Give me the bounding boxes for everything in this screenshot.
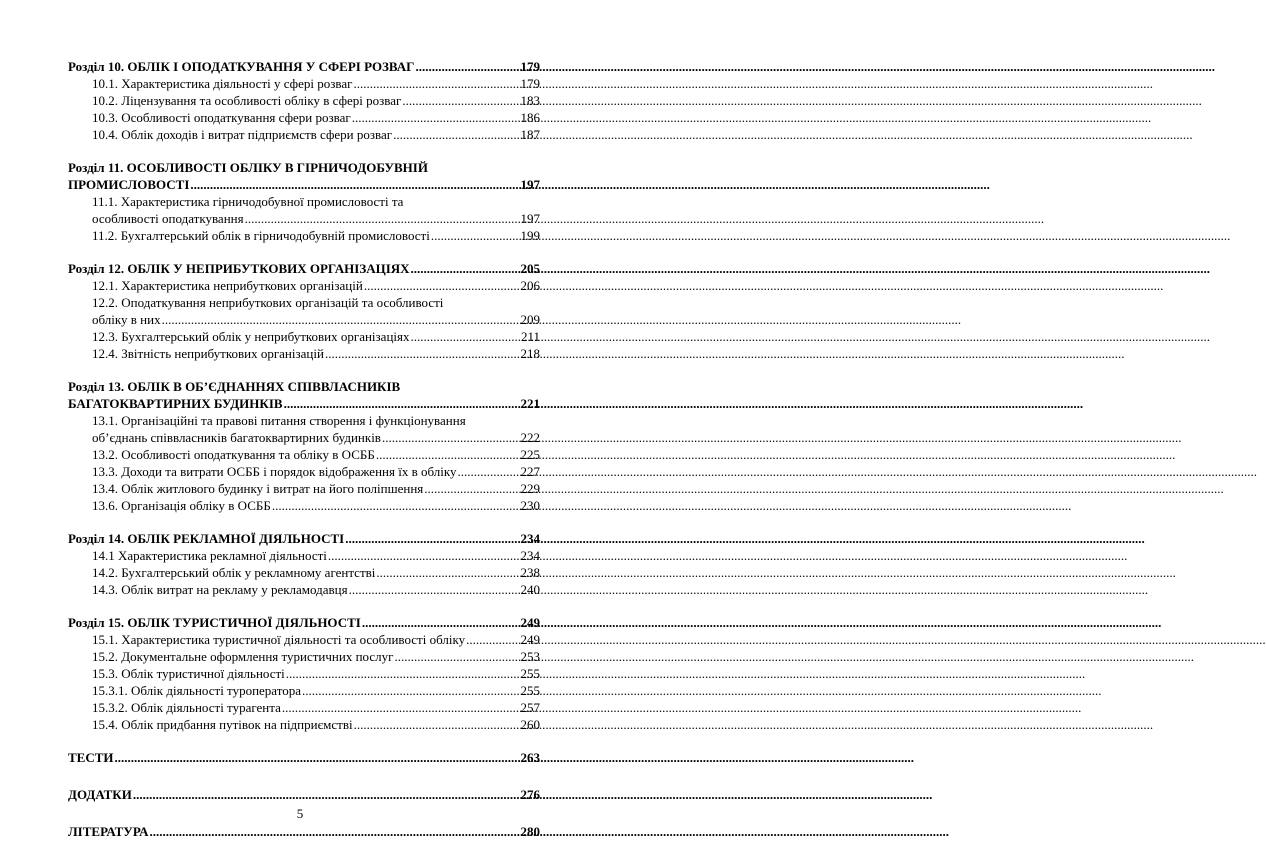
dot-leader [362, 614, 520, 631]
toc-entry-page: 227 [520, 464, 540, 479]
dot-leader [282, 699, 520, 716]
dot-leader [411, 328, 520, 345]
toc-entry-page: 218 [520, 346, 540, 361]
toc-entry-page: 183 [520, 93, 540, 108]
toc-entry-line [68, 75, 540, 92]
back-matter-heading-text: ТЕСТИ [68, 750, 114, 765]
toc-entry-page: 206 [520, 278, 540, 293]
toc-entry-text: 10.3. Особливості оподаткування сфери розваг [92, 110, 351, 125]
back-matter-heading-text: ЛІТЕРАТУРА [68, 824, 149, 839]
toc-entry-text: обліку в них [92, 312, 161, 327]
back-matter-heading-line [68, 823, 540, 840]
toc-entry-page: 199 [520, 228, 540, 243]
toc-entry-line [68, 429, 540, 446]
dot-leader [349, 581, 520, 598]
back-matter-entry [68, 786, 540, 803]
dot-leader [466, 631, 519, 648]
dot-leader [284, 395, 520, 412]
toc-entry-text: 12.2. Оподаткування неприбуткових організацій та особливості [92, 295, 444, 310]
toc-section [68, 58, 540, 143]
toc-entry-page: 240 [520, 582, 540, 597]
toc-entry-page: 230 [520, 498, 540, 513]
dot-leader [133, 786, 520, 803]
back-matter-heading-text: ДОДАТКИ [68, 787, 132, 802]
dot-leader [411, 260, 520, 277]
section-heading-line [68, 260, 540, 277]
toc-entry-text: 14.2. Бухгалтерський облік у рекламному агентстві [92, 565, 376, 580]
toc-entry-line [68, 294, 540, 311]
section-heading-page: 197 [520, 177, 540, 192]
dot-leader [352, 109, 520, 126]
dot-leader [245, 210, 520, 227]
toc-section [68, 260, 540, 362]
toc-entry-line [68, 126, 540, 143]
toc-entry-line [68, 210, 540, 227]
toc-entry-text: 15.3. Облік туристичної діяльності [92, 666, 285, 681]
section-heading-text: Розділ 12. ОБЛІК У НЕПРИБУТКОВИХ ОРГАНІЗАЦІЯХ [68, 261, 410, 276]
dot-leader [190, 176, 519, 193]
toc-entry-page: 253 [520, 649, 540, 664]
toc-entry-text: 10.4. Облік доходів і витрат підприємств сфери розваг [92, 127, 393, 142]
toc-entry-text: об’єднань співвласників багатоквартирних будинків [92, 430, 381, 445]
toc-entry-text: 10.1. Характеристика діяльності у сфері розваг [92, 76, 353, 91]
toc-entry-page: 238 [520, 565, 540, 580]
toc-entry-text: 15.3.2. Облік діяльності турагента [92, 700, 281, 715]
toc-entry-line [68, 631, 540, 648]
section-heading-line [68, 530, 540, 547]
back-matter-heading-line [68, 749, 540, 766]
dot-leader [457, 463, 519, 480]
toc-entry-text: 12.4. Звітність неприбуткових організацій [92, 346, 324, 361]
toc-entry-line [68, 328, 540, 345]
section-heading-text: Розділ 10. ОБЛІК І ОПОДАТКУВАННЯ У СФЕРІ РОЗВАГ [68, 59, 415, 74]
toc-entry-page: 234 [520, 548, 540, 563]
dot-leader [115, 749, 520, 766]
toc-entry-line [68, 497, 540, 514]
toc-entry-text: 11.2. Бухгалтерський облік в гірничодобувній промисловості [92, 228, 430, 243]
toc-entry-line [68, 564, 540, 581]
section-heading-page: 221 [520, 396, 540, 411]
toc-entry-page: 257 [520, 700, 540, 715]
toc-entry-page: 255 [520, 666, 540, 681]
toc-entry-text: 15.3.1. Облік діяльності туроператора [92, 683, 302, 698]
dot-leader [272, 497, 520, 514]
dot-leader [376, 564, 519, 581]
dot-leader [431, 227, 520, 244]
toc-entry-text: 12.3. Бухгалтерський облік у неприбуткових організаціях [92, 329, 410, 344]
toc-entry-line [68, 648, 540, 665]
toc-entry-line [68, 716, 540, 733]
toc-entry-text: 11.1. Характеристика гірничодобувної промисловості та [92, 194, 404, 209]
section-heading-text: ПРОМИСЛОВОСТІ [68, 177, 190, 192]
section-heading-page: 179 [520, 59, 540, 74]
toc-entry-page: 179 [520, 76, 540, 91]
toc-entry-line [68, 682, 540, 699]
table-of-contents [68, 58, 540, 860]
toc-entry-page: 255 [520, 683, 540, 698]
toc-entry-text: 13.1. Організаційні та правові питання створення і функціонування [92, 413, 466, 428]
toc-entry-page: 229 [520, 481, 540, 496]
toc-entry-line [68, 345, 540, 362]
dot-leader [376, 446, 520, 463]
dot-leader [345, 530, 519, 547]
back-matter-entry [68, 823, 540, 840]
dot-leader [286, 665, 520, 682]
toc-entry-line [68, 665, 540, 682]
section-heading-line [68, 614, 540, 631]
section-heading-text: Розділ 13. ОБЛІК В ОБ’ЄДНАННЯХ СПІВВЛАСНИКІВ [68, 379, 401, 394]
toc-entry-line [68, 581, 540, 598]
toc-section [68, 159, 540, 244]
toc-entry-line [68, 463, 540, 480]
toc-entry-line [68, 480, 540, 497]
toc-entry-text: 15.2. Документальне оформлення туристичних послуг [92, 649, 394, 664]
toc-entry-line [68, 227, 540, 244]
toc-entry-line [68, 92, 540, 109]
toc-entry-line [68, 311, 540, 328]
section-heading-line [68, 176, 540, 193]
toc-entry-text: 12.1. Характеристика неприбуткових організацій [92, 278, 363, 293]
toc-entry-text: 15.1. Характеристика туристичної діяльності та особливості обліку [92, 632, 466, 647]
toc-entry-page: 197 [520, 211, 540, 226]
dot-leader [393, 126, 519, 143]
toc-entry-page: 209 [520, 312, 540, 327]
toc-entry-page: 225 [520, 447, 540, 462]
back-matter-heading-line [68, 786, 540, 803]
dot-leader [424, 480, 519, 497]
toc-section [68, 378, 540, 514]
dot-leader [325, 345, 520, 362]
toc-entry-text: особливості оподаткування [92, 211, 244, 226]
section-heading-line [68, 395, 540, 412]
toc-entry-page: 187 [520, 127, 540, 142]
section-heading-page: 249 [520, 615, 540, 630]
back-matter-heading-page: 263 [520, 750, 540, 765]
section-heading-line [68, 159, 540, 176]
toc-entry-text: 15.4. Облік придбання путівок на підприємстві [92, 717, 353, 732]
section-heading-text: Розділ 11. ОСОБЛИВОСТІ ОБЛІКУ В ГІРНИЧОДОБУВНІЙ [68, 160, 428, 175]
toc-entry-page: 260 [520, 717, 540, 732]
back-matter-heading-page: 280 [520, 824, 540, 839]
page-number: 5 [296, 806, 304, 821]
toc-entry-line [68, 412, 540, 429]
toc-entry-page: 186 [520, 110, 540, 125]
section-heading-line [68, 58, 540, 75]
section-heading-text: БАГАТОКВАРТИРНИХ БУДИНКІВ [68, 396, 283, 411]
toc-section [68, 530, 540, 598]
toc-entry-line [68, 699, 540, 716]
toc-entry-line [68, 446, 540, 463]
toc-entry-line [68, 547, 540, 564]
section-heading-text: Розділ 15. ОБЛІК ТУРИСТИЧНОЇ ДІЯЛЬНОСТІ [68, 615, 361, 630]
dot-leader [328, 547, 520, 564]
dot-leader [162, 311, 520, 328]
dot-leader [302, 682, 519, 699]
back-matter-entry [68, 749, 540, 766]
toc-entry-text: 13.6. Організація обліку в ОСББ [92, 498, 271, 513]
toc-entry-page: 249 [520, 632, 540, 647]
dot-leader [150, 823, 520, 840]
toc-entry-text: 14.1 Характеристика рекламної діяльності [92, 548, 327, 563]
toc-entry-text: 13.2. Особливості оподаткування та обліку в ОСББ [92, 447, 375, 462]
section-heading-page: 205 [520, 261, 540, 276]
dot-leader [353, 75, 519, 92]
toc-entry-line [68, 277, 540, 294]
section-heading-text: Розділ 14. ОБЛІК РЕКЛАМНОЇ ДІЯЛЬНОСТІ [68, 531, 345, 546]
toc-section [68, 614, 540, 733]
dot-leader [402, 92, 519, 109]
dot-leader [382, 429, 520, 446]
toc-entry-line [68, 109, 540, 126]
section-heading-page: 234 [520, 531, 540, 546]
dot-leader [354, 716, 520, 733]
dot-leader [415, 58, 519, 75]
toc-entry-text: 14.3. Облік витрат на рекламу у рекламодавця [92, 582, 348, 597]
section-heading-line [68, 378, 540, 395]
toc-entry-page: 211 [520, 329, 540, 344]
toc-entry-text: 13.4. Облік житлового будинку і витрат на його поліпшення [92, 481, 424, 496]
toc-entry-text: 13.3. Доходи та витрати ОСББ і порядок відображення їх в обліку [92, 464, 457, 479]
back-matter-heading-page: 276 [520, 787, 540, 802]
dot-leader [394, 648, 519, 665]
toc-entry-text: 10.2. Ліцензування та особливості обліку в сфері розваг [92, 93, 402, 108]
dot-leader [364, 277, 520, 294]
toc-entry-page: 222 [520, 430, 540, 445]
toc-entry-line [68, 193, 540, 210]
